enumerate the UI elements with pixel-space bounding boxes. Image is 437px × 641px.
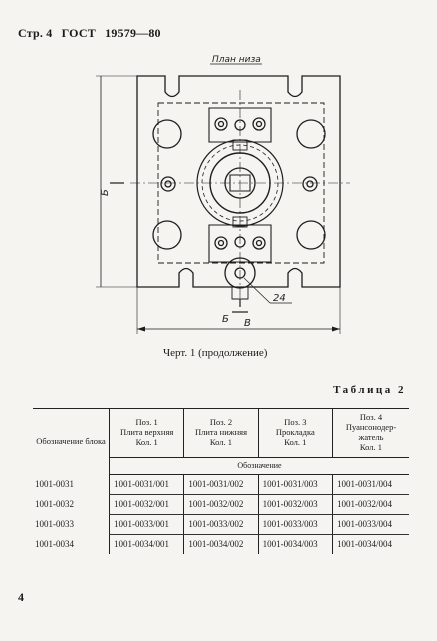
part-name: Прокладка (275, 427, 315, 438)
subheader-designation: Обозначение (110, 458, 410, 475)
label-b-bottom: Б (222, 314, 229, 325)
header-pos-2 (184, 409, 258, 458)
cell-pos-1: 1001-0031/001 (110, 475, 184, 495)
cell-pos-4: 1001-0032/004 (333, 495, 410, 515)
figure-caption: Черт. 1 (продолжение) (163, 347, 268, 359)
label-24: 24 (273, 293, 286, 304)
cell-pos-4: 1001-0033/004 (333, 515, 410, 535)
table-caption: Таблица 2 (333, 384, 406, 396)
part-name: Плита верхняя (120, 427, 174, 438)
page-label: Стр. 4 (18, 26, 53, 40)
standard-label: ГОСТ (61, 26, 96, 40)
cell-pos-1: 1001-0032/001 (110, 495, 184, 515)
qty-label: Кол. 1 (209, 436, 233, 447)
cell-block: 1001-0031 (35, 479, 74, 490)
cell-pos-3: 1001-0033/003 (258, 515, 332, 535)
pos-label: Поз. 2 (209, 417, 233, 428)
cell-pos-1: 1001-0034/001 (110, 535, 184, 555)
plan-label: План низа (212, 55, 261, 65)
cell-pos-2: 1001-0031/002 (184, 475, 258, 495)
qty-label: Кол. 1 (135, 436, 158, 447)
cell-pos-2: 1001-0033/002 (184, 515, 258, 535)
table-row (33, 515, 409, 535)
label-dim-b: В (244, 318, 251, 329)
pos-label: Поз. 4 (359, 412, 383, 423)
cell-pos-3: 1001-0032/003 (258, 495, 332, 515)
header-pos-1 (110, 409, 184, 458)
specification-table (33, 408, 409, 554)
pos-label: Поз. 3 (284, 417, 307, 428)
table-row (33, 495, 409, 515)
header-block-designation: Обозначение блока (36, 435, 106, 446)
pos-label: Поз. 1 (135, 417, 158, 428)
cell-pos-2: 1001-0032/002 (184, 495, 258, 515)
cell-pos-3: 1001-0034/003 (258, 535, 332, 555)
cell-pos-1: 1001-0033/001 (110, 515, 184, 535)
label-b-left: Б (100, 189, 111, 196)
part-name: Плита нижняя (195, 427, 247, 438)
table-row (33, 475, 409, 495)
cell-block: 1001-0033 (35, 519, 74, 530)
qty-label: Кол. 1 (284, 436, 307, 447)
table-row (33, 535, 409, 555)
cell-block: 1001-0034 (35, 539, 74, 550)
cell-pos-2: 1001-0034/002 (184, 535, 258, 555)
header-pos-3 (258, 409, 332, 458)
cell-pos-3: 1001-0031/003 (258, 475, 332, 495)
cell-pos-4: 1001-0034/004 (333, 535, 410, 555)
standard-number: 19579—80 (105, 26, 161, 40)
part-name: Пуансонодер-жатель (345, 422, 397, 442)
cell-block: 1001-0032 (35, 499, 74, 510)
header-pos-4 (333, 409, 410, 458)
qty-label: Кол. 1 (359, 441, 383, 452)
cell-pos-4: 1001-0031/004 (333, 475, 410, 495)
page-number: 4 (18, 590, 24, 604)
